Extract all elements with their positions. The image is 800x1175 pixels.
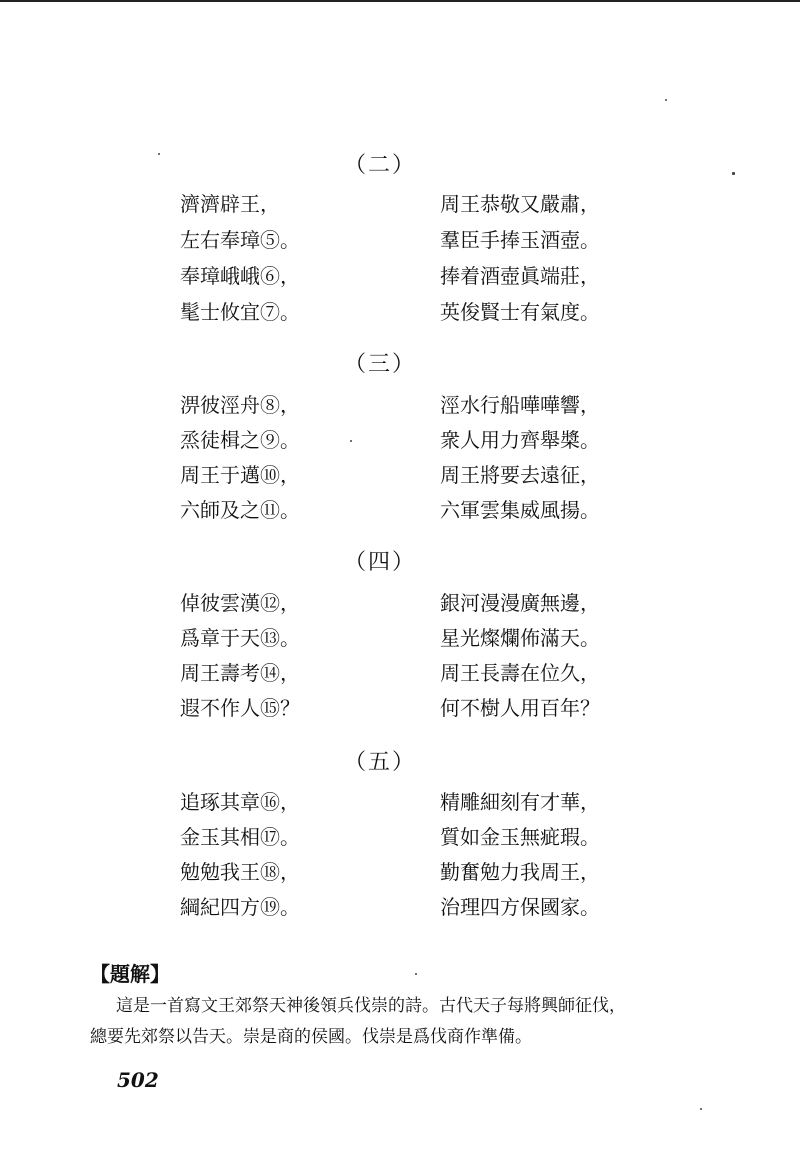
translation-line: 周王恭敬又嚴肅， <box>440 192 600 216</box>
commentary-heading: 【題解】 <box>90 962 170 986</box>
scan-speck <box>665 99 667 101</box>
translation-line: 捧着酒壺眞端莊， <box>440 264 600 288</box>
translation-line: 六軍雲集威風揚。 <box>440 498 600 522</box>
original-line: 爲章于天⑬。 <box>180 626 300 650</box>
original-line: 左右奉璋⑤。 <box>180 228 300 252</box>
translation-line: 勤奮勉力我周王， <box>440 860 600 884</box>
commentary-line-1: 這是一首寫文王郊祭天神後領兵伐崇的詩。古代天子每將興師征伐， <box>116 996 626 1016</box>
section-title-4: （四） <box>343 550 416 575</box>
original-line: 勉勉我王⑱， <box>180 860 300 884</box>
original-line: 倬彼雲漢⑫， <box>180 591 300 615</box>
original-line: 濟濟辟王， <box>180 192 280 216</box>
original-line: 周王于邁⑩， <box>180 463 300 487</box>
translation-line: 質如金玉無疵瑕。 <box>440 825 600 849</box>
original-line: 綱紀四方⑲。 <box>180 895 300 919</box>
translation-line: 精雕細刻有才華， <box>440 790 600 814</box>
translation-line: 周王長壽在位久， <box>440 661 600 685</box>
translation-line: 羣臣手捧玉酒壺。 <box>440 228 600 252</box>
original-line: 遐不作人⑮？ <box>180 696 300 720</box>
original-line: 奉璋峨峨⑥， <box>180 264 300 288</box>
original-line: 追琢其章⑯， <box>180 790 300 814</box>
original-line: 六師及之⑪。 <box>180 498 300 522</box>
original-line: 周王壽考⑭， <box>180 661 300 685</box>
original-line: 烝徒楫之⑨。 <box>180 428 300 452</box>
translation-line: 銀河漫漫廣無邊， <box>440 591 600 615</box>
commentary-line-2: 總要先郊祭以告天。崇是商的侯國。伐崇是爲伐商作準備。 <box>90 1027 532 1047</box>
scan-speck <box>415 973 417 975</box>
translation-line: 治理四方保國家。 <box>440 895 600 919</box>
section-title-2: （二） <box>343 153 416 178</box>
section-title-5: （五） <box>343 750 416 775</box>
section-title-3: （三） <box>343 352 416 377</box>
scan-speck <box>732 172 735 175</box>
scan-speck <box>350 440 352 442</box>
original-line: 髦士攸宜⑦。 <box>180 300 300 324</box>
page-number: 502 <box>117 1068 159 1092</box>
original-line: 金玉其相⑰。 <box>180 825 300 849</box>
translation-line: 涇水行船嘩嘩響， <box>440 393 600 417</box>
translation-line: 衆人用力齊舉槳。 <box>440 428 600 452</box>
top-border <box>0 0 800 2</box>
scan-speck <box>158 153 160 155</box>
translation-line: 星光燦爛佈滿天。 <box>440 626 600 650</box>
scan-speck <box>700 1108 702 1110</box>
translation-line: 周王將要去遠征， <box>440 463 600 487</box>
translation-line: 何不樹人用百年？ <box>440 696 600 720</box>
original-line: 淠彼涇舟⑧， <box>180 393 300 417</box>
translation-line: 英俊賢士有氣度。 <box>440 300 600 324</box>
